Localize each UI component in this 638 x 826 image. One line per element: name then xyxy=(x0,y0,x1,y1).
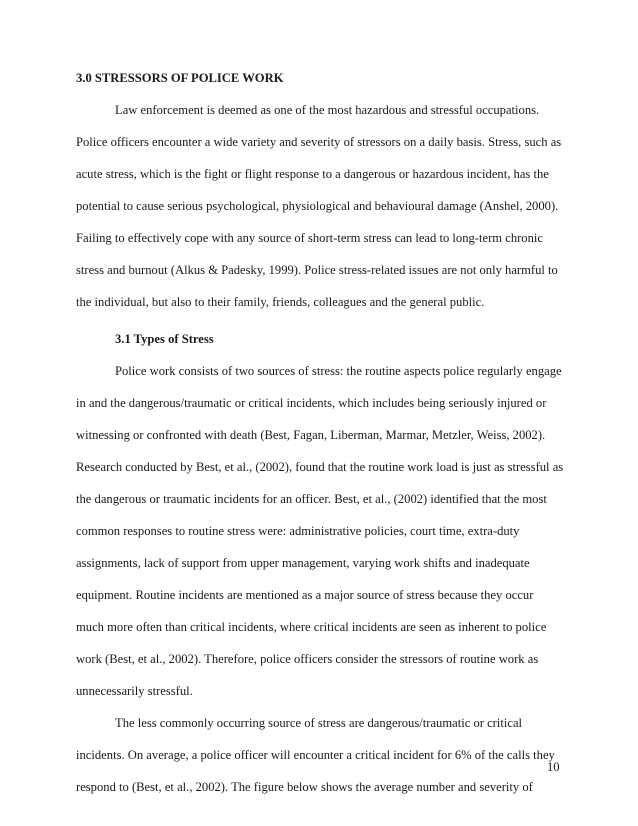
paragraph-line: Failing to effectively cope with any source of short-term stress can lead to long-term chronic xyxy=(76,231,543,245)
paragraph-line: The less commonly occurring source of stress are dangerous/traumatic or critical xyxy=(115,716,523,730)
section-heading: 3.0 STRESSORS OF POLICE WORK xyxy=(76,71,284,85)
paragraph-line: the individual, but also to their family, friends, colleagues and the general public. xyxy=(76,295,485,309)
paragraph-line: equipment. Routine incidents are mentioned as a major source of stress because they occur xyxy=(76,588,534,602)
paragraph-line: common responses to routine stress were: administrative policies, court time, extra-duty xyxy=(76,524,520,538)
paragraph-line: assignments, lack of support from upper management, varying work shifts and inadequate xyxy=(76,556,530,570)
subsection-heading: 3.1 Types of Stress xyxy=(115,332,214,346)
paragraph-line: in and the dangerous/traumatic or critical incidents, which includes being seriously injured or xyxy=(76,396,547,410)
paragraph-line: work (Best, et al., 2002). Therefore, police officers consider the stressors of routine work as xyxy=(76,652,539,666)
paragraph-line: Research conducted by Best, et al., (2002), found that the routine work load is just as stressful as xyxy=(76,460,564,474)
paragraph-line: acute stress, which is the fight or flight response to a dangerous or hazardous incident, has the xyxy=(76,167,549,181)
paragraph-line: stress and burnout (Alkus & Padesky, 1999). Police stress-related issues are not only harmful to xyxy=(76,263,558,277)
paragraph-line: witnessing or confronted with death (Best, Fagan, Liberman, Marmar, Metzler, Weiss, 2002). xyxy=(76,428,546,442)
paragraph-line: potential to cause serious psychological, physiological and behavioural damage (Anshel, 2000). xyxy=(76,199,559,213)
paragraph-line: unnecessarily stressful. xyxy=(76,684,193,698)
paragraph-line: incidents. On average, a police officer will encounter a critical incident for 6% of the calls they xyxy=(76,748,555,762)
paragraph-line: Police work consists of two sources of stress: the routine aspects police regularly engage xyxy=(115,364,562,378)
paragraph-line: respond to (Best, et al., 2002). The figure below shows the average number and severity of xyxy=(76,780,533,794)
paragraph-line: Law enforcement is deemed as one of the most hazardous and stressful occupations. xyxy=(115,103,540,117)
paragraph-line: Police officers encounter a wide variety and severity of stressors on a daily basis. Stress, such as xyxy=(76,135,562,149)
paragraph-line: the dangerous or traumatic incidents for an officer. Best, et al., (2002) identified that the most xyxy=(76,492,547,506)
paragraph-line: much more often than critical incidents, where critical incidents are seen as inherent to police xyxy=(76,620,547,634)
page-number: 10 xyxy=(547,760,560,774)
